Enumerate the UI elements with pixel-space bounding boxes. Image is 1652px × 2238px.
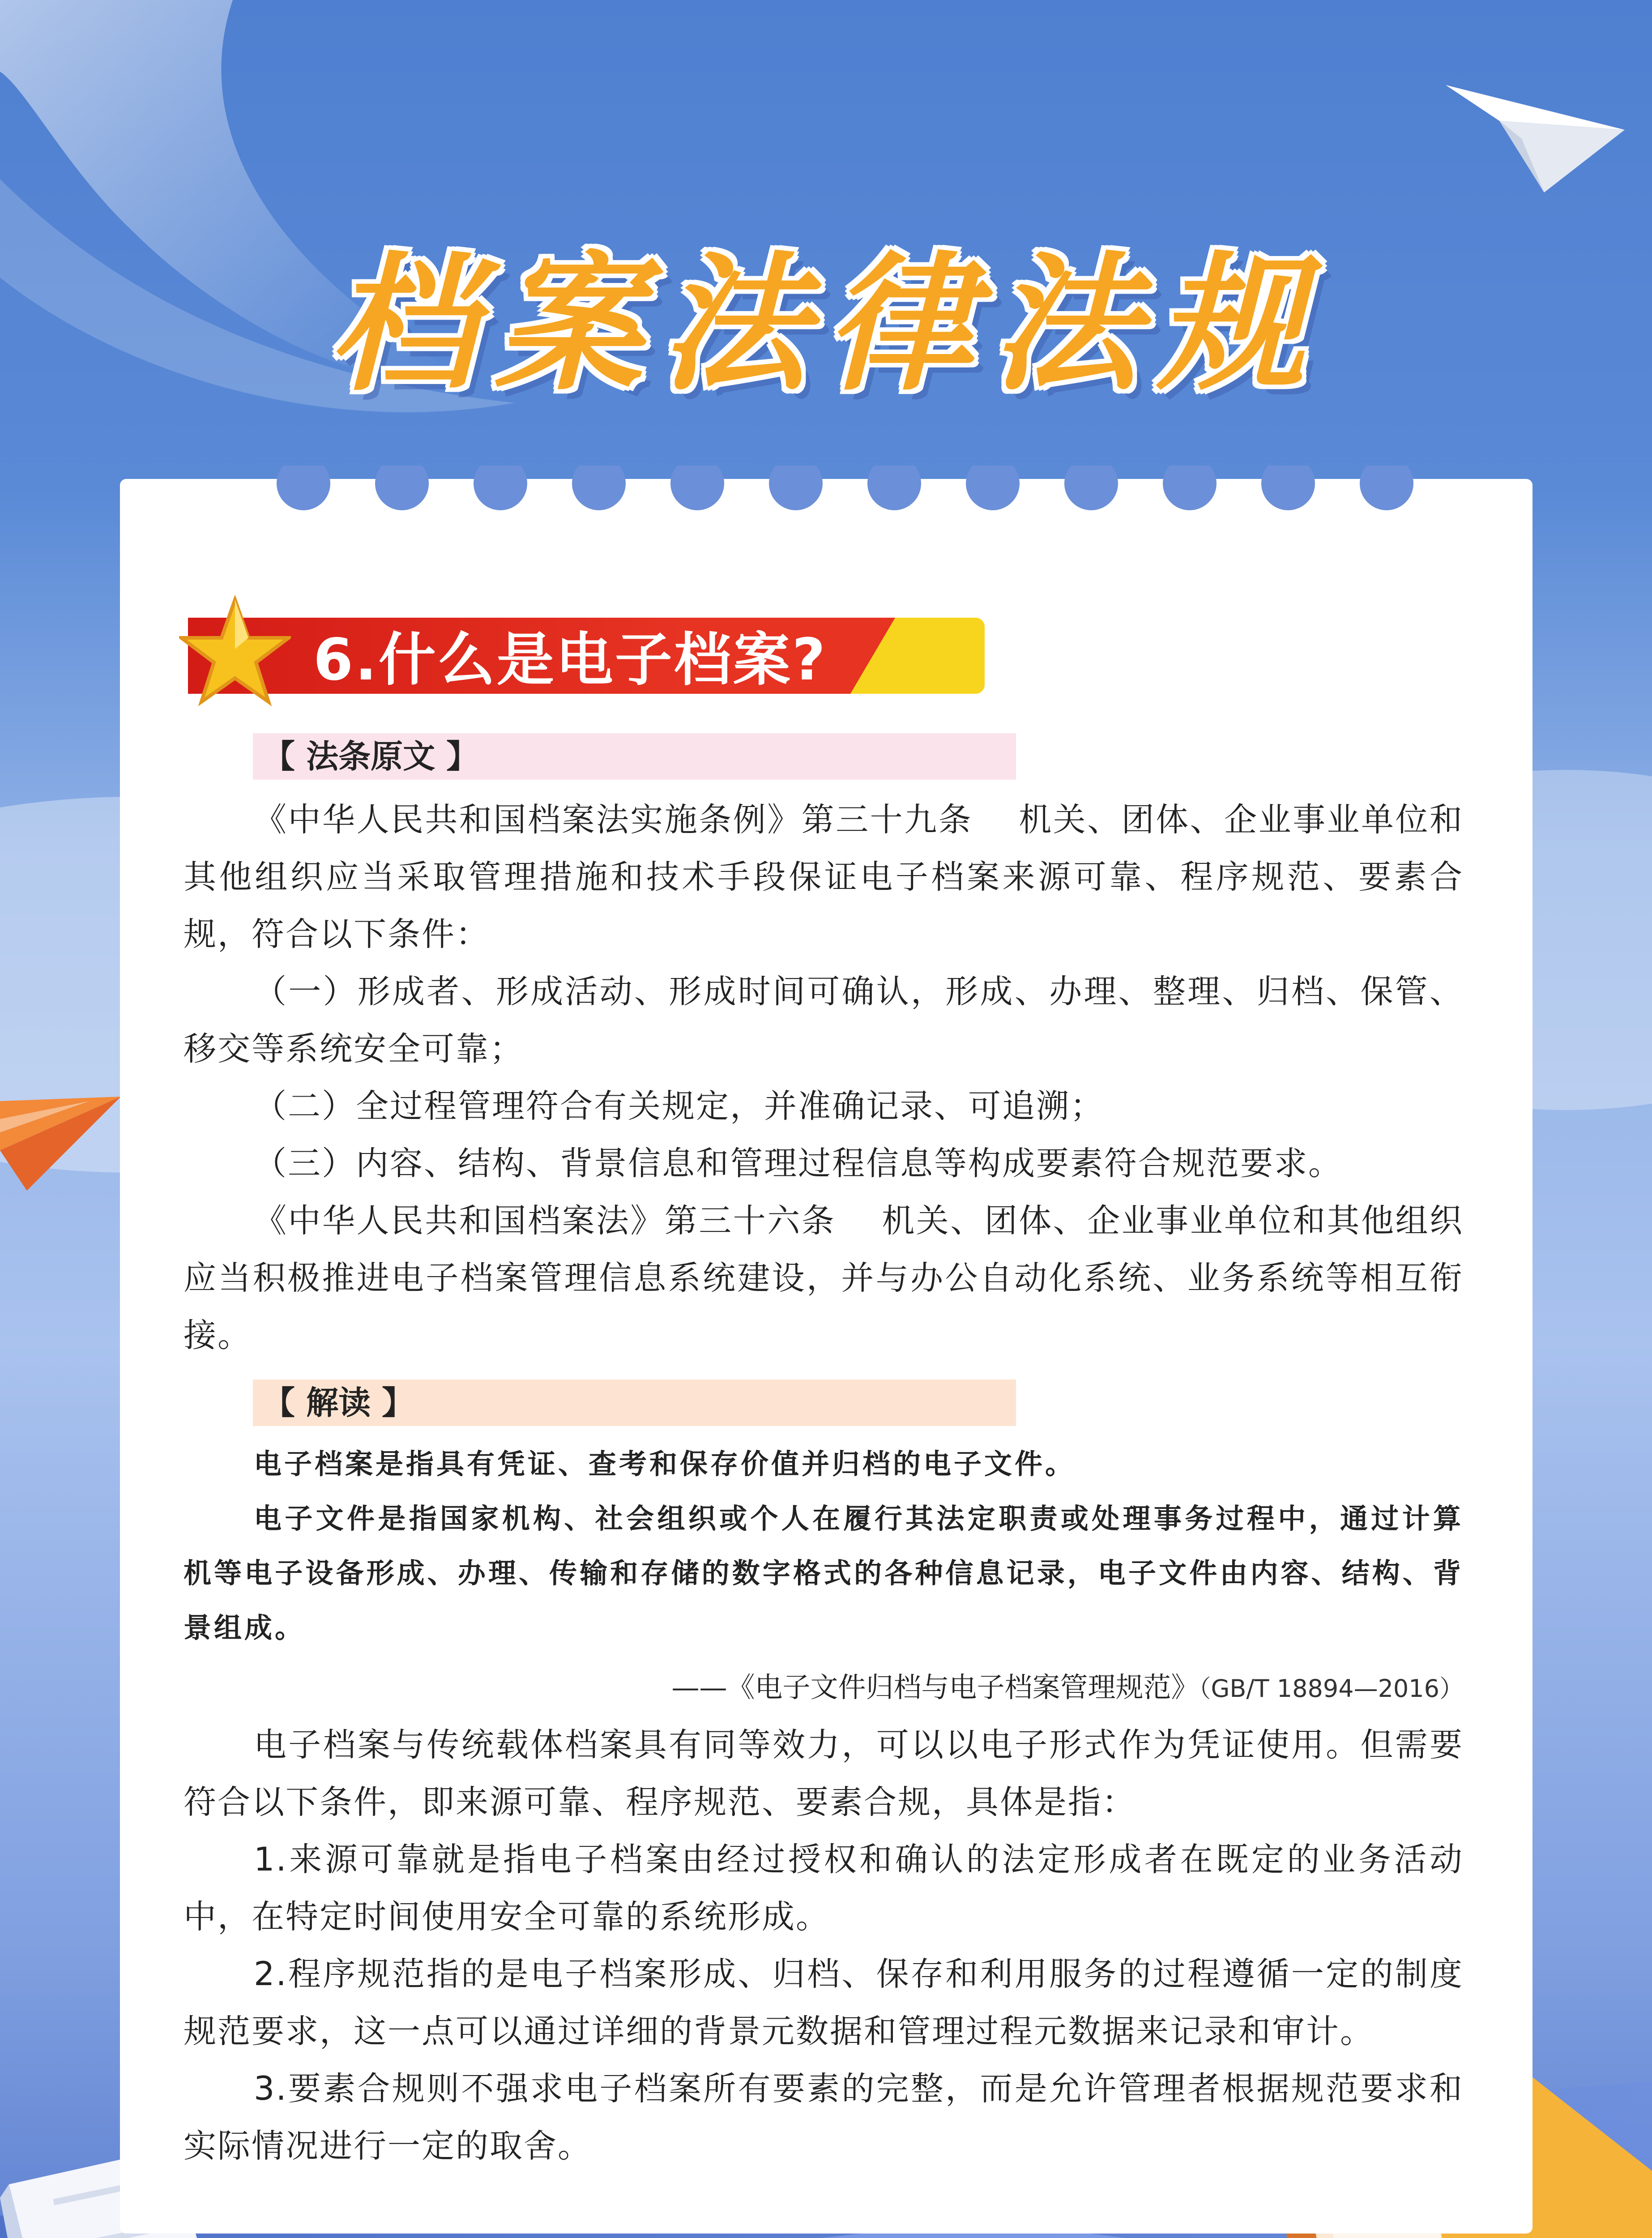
interpretation-point-2: 2.程序规范指的是电子档案形成、归档、保存和利用服务的过程遵循一定的制度规范要求，这一点可以通过详细的背景元数据和管理过程元数据来记录和审计。: [184, 1955, 1464, 2050]
article-paragraph-2: 《中华人民共和国档案法》第三十六条 机关、团体、企业事业单位和其他组织应当积极推进电子档案管理信息系统建设，并与办公自动化系统、业务系统等相互衔接。: [184, 1202, 1464, 1354]
article-item-1: （一）形成者、形成活动、形成时间可确认，形成、办理、整理、归档、保管、移交等系统安全可靠；: [184, 973, 1464, 1068]
paper-plane-icon: [0, 1065, 134, 1200]
paper-plane-icon: [1432, 81, 1629, 197]
label-original-text: 【 法条原文 】: [253, 733, 1016, 780]
label-interpretation: 【 解读 】: [253, 1380, 1016, 1426]
quote-source-standard: （GB/T 18894—2016）: [1199, 1674, 1464, 1703]
section-title: 6.什么是电子档案?: [313, 627, 827, 693]
page-title: 档案法律法规: [329, 239, 1323, 410]
quote-source-title: ——《电子文件归档与电子档案管理规范》: [671, 1671, 1199, 1704]
quote-definition-1: 电子档案是指具有凭证、查考和保存价值并归档的电子文件。: [254, 1448, 1076, 1480]
article-item-3: （三）内容、结构、背景信息和管理过程信息等构成要素符合规范要求。: [254, 1145, 1342, 1183]
star-icon: [179, 595, 291, 707]
quote-source: [515, 1663, 1464, 1713]
quote-definition-2: 电子文件是指国家机构、社会组织或个人在履行其法定职责或处理事务过程中，通过计算机等电子设备形成、办理、传输和存储的数字格式的各种信息记录，电子文件由内容、结构、背景组成。: [184, 1502, 1464, 1644]
interpretation-paragraph-1: 电子档案与传统载体档案具有同等效力，可以以电子形式作为凭证使用。但需要符合以下条件，即来源可靠、程序规范、要素合规，具体是指：: [184, 1726, 1464, 1821]
card-scallop-edge: [120, 466, 1532, 519]
article-paragraph-1: 《中华人民共和国档案法实施条例》第三十九条 机关、团体、企业事业单位和其他组织应当采取管理措施和技术手段保证电子档案来源可靠、程序规范、要素合规，符合以下条件：: [184, 801, 1464, 953]
article-item-2: （二）全过程管理符合有关规定，并准确记录、可追溯；: [254, 1087, 1104, 1125]
interpretation-point-3: 3.要素合规则不强求电子档案所有要素的完整，而是允许管理者根据规范要求和实际情况进行一定的取舍。: [184, 2070, 1464, 2165]
interpretation-point-1: 1.来源可靠就是指电子档案由经过授权和确认的法定形成者在既定的业务活动中，在特定时间使用安全可靠的系统形成。: [184, 1841, 1464, 1936]
